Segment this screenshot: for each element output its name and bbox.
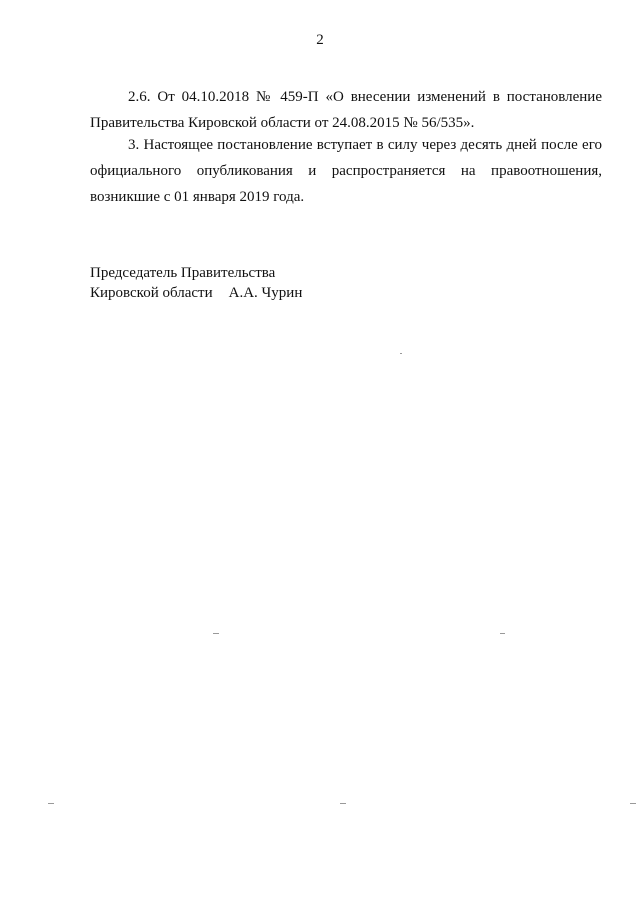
scan-speck (48, 803, 54, 804)
paragraph-3-text: 3. Настоящее постановление вступает в силу через десять дней после его официального опубликования и распространяется на правоотношения, возникшие с 01 января 2019 года. (90, 137, 602, 205)
paragraph-3 (90, 132, 602, 210)
signatory-name: А.А. Чурин (228, 285, 303, 301)
signature-block (90, 263, 302, 303)
scan-speck (630, 803, 636, 804)
scan-speck (213, 633, 219, 634)
signature-title-line2-row (90, 283, 302, 303)
scan-speck (500, 633, 505, 634)
signature-title-line1: Председатель Правительства (90, 265, 276, 281)
paragraph-2-6 (90, 84, 602, 136)
scan-speck (340, 803, 346, 804)
signature-title-line2: Кировской области (90, 285, 213, 301)
page-number: 2 (316, 32, 324, 48)
paragraph-2-6-text: 2.6. От 04.10.2018 № 459-П «О внесении изменений в постановление Правительства Кировской области от 24.08.2015 № 56/535». (90, 89, 602, 131)
scan-speck (400, 353, 402, 354)
